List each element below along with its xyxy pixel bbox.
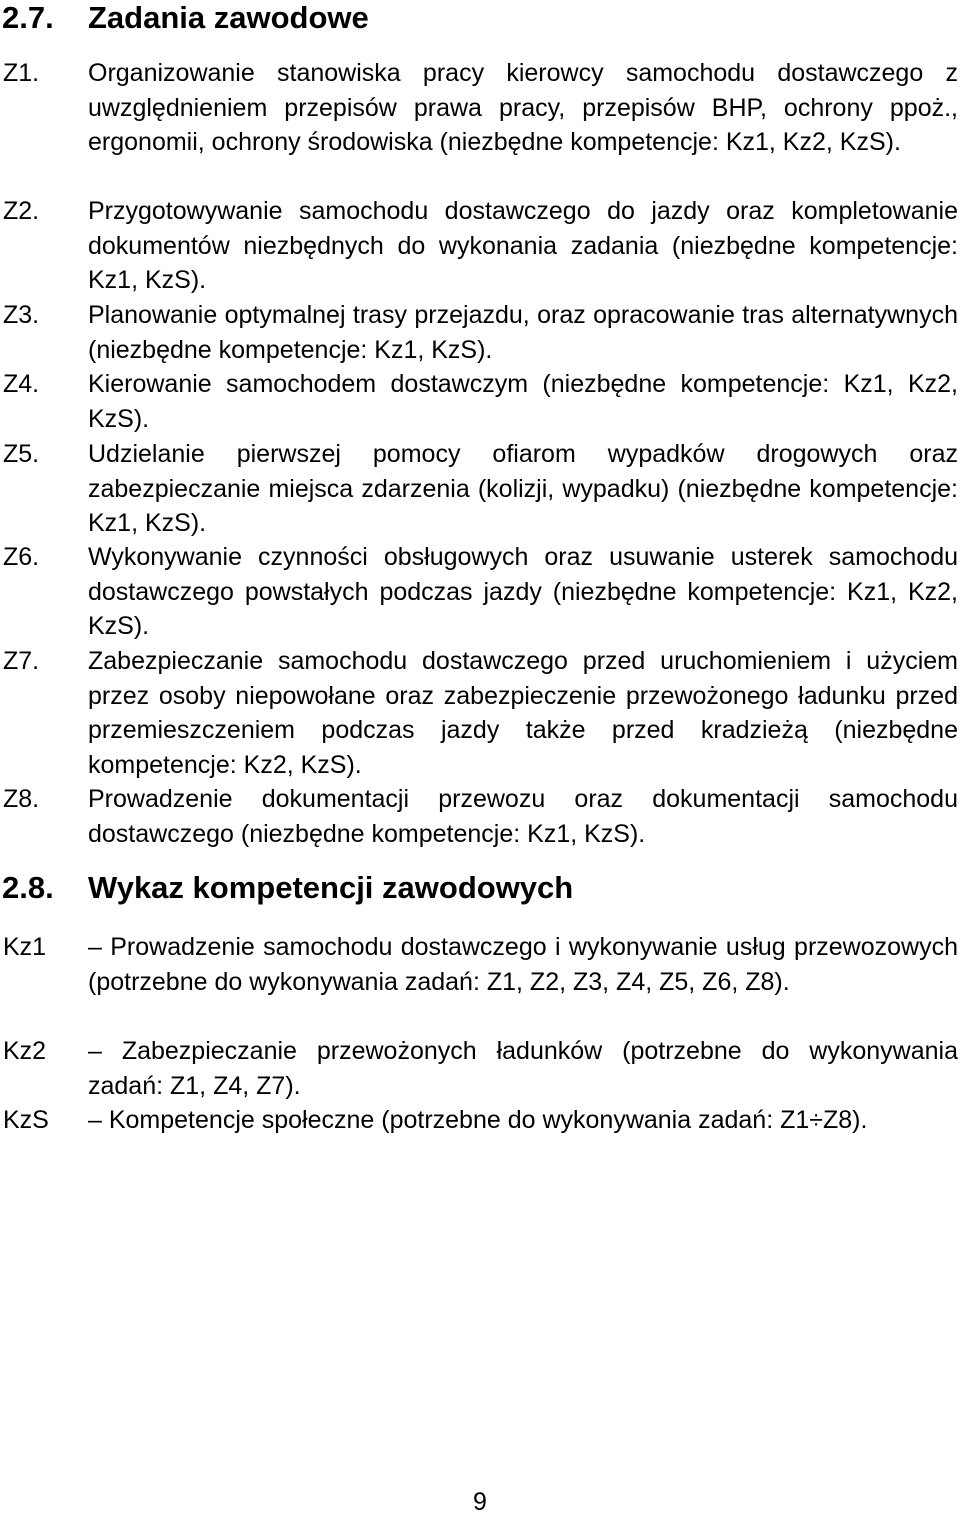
- task-code: Z3.: [3, 301, 40, 329]
- task-text: Wykonywanie czynności obsługowych oraz usuwanie usterek samochodu dostawczego powstałych podczas jazdy (niezbędne kompetencje: Kz1, Kz2, KzS).: [88, 543, 958, 641]
- competence-item-kz1: [0, 930, 958, 999]
- task-code: Z4.: [3, 370, 40, 398]
- section-number: 2.8.: [2, 870, 54, 905]
- section-heading-competences: [2, 870, 573, 906]
- task-item-z8: [0, 782, 958, 851]
- task-text: Udzielanie pierwszej pomocy ofiarom wypadków drogowych oraz zabezpieczanie miejsca zdarzenia (kolizji, wypadku) (niezbędne kompetencje: Kz1, KzS).: [88, 440, 958, 538]
- section-heading-tasks: [2, 0, 369, 36]
- task-code: Z6.: [3, 543, 40, 571]
- task-code: Z2.: [3, 197, 40, 225]
- task-text: Prowadzenie dokumentacji przewozu oraz dokumentacji samochodu dostawczego (niezbędne kompetencje: Kz1, KzS).: [88, 785, 958, 848]
- section-title: Zadania zawodowe: [88, 0, 369, 35]
- competence-item-kzs: [0, 1103, 958, 1138]
- task-code: Z1.: [3, 59, 40, 87]
- task-item-z7: [0, 644, 958, 782]
- task-item-z1: [0, 56, 958, 160]
- task-code: Z8.: [3, 785, 40, 813]
- task-code: Z7.: [3, 647, 40, 675]
- task-item-z2: [0, 194, 958, 298]
- task-text: Przygotowywanie samochodu dostawczego do jazdy oraz kompletowanie dokumentów niezbędnych do wykonania zadania (niezbędne kompetencje: Kz1, KzS).: [88, 197, 958, 295]
- competence-code: Kz2: [3, 1037, 47, 1065]
- section-title: Wykaz kompetencji zawodowych: [88, 870, 574, 905]
- task-item-z6: [0, 540, 958, 644]
- section-number: 2.7.: [2, 0, 54, 35]
- competence-text: – Kompetencje społeczne (potrzebne do wykonywania zadań: Z1÷Z8).: [88, 1106, 868, 1134]
- page-number: 9: [473, 1488, 487, 1516]
- task-code: Z5.: [3, 440, 40, 468]
- task-item-z4: [0, 367, 958, 436]
- task-item-z3: [0, 298, 958, 367]
- competence-text: – Prowadzenie samochodu dostawczego i wykonywanie usług przewozowych (potrzebne do wykonywania zadań: Z1, Z2, Z3, Z4, Z5, Z6, Z8).: [88, 933, 958, 996]
- task-text: Organizowanie stanowiska pracy kierowcy samochodu dostawczego z uwzględnieniem przepisów prawa pracy, przepisów BHP, ochrony ppoż., ergonomii, ochrony środowiska (niezbędne kompetencje: Kz1, Kz2, KzS).: [88, 59, 958, 157]
- competence-text: – Zabezpieczanie przewożonych ładunków (potrzebne do wykonywania zadań: Z1, Z4, Z7).: [88, 1037, 958, 1100]
- task-text: Planowanie optymalnej trasy przejazdu, oraz opracowanie tras alternatywnych (niezbędne kompetencje: Kz1, KzS).: [88, 301, 958, 364]
- competence-item-kz2: [0, 1034, 958, 1103]
- task-text: Kierowanie samochodem dostawczym (niezbędne kompetencje: Kz1, Kz2, KzS).: [88, 370, 958, 433]
- competence-code: KzS: [3, 1106, 49, 1134]
- task-text: Zabezpieczanie samochodu dostawczego przed uruchomieniem i użyciem przez osoby niepowołane oraz zabezpieczenie przewożonego ładunku przed przemieszczeniem podczas jazdy także przed kradzieżą (niezbędne kompetencje: Kz2, KzS).: [88, 647, 958, 779]
- competence-code: Kz1: [3, 933, 47, 961]
- task-item-z5: [0, 437, 958, 541]
